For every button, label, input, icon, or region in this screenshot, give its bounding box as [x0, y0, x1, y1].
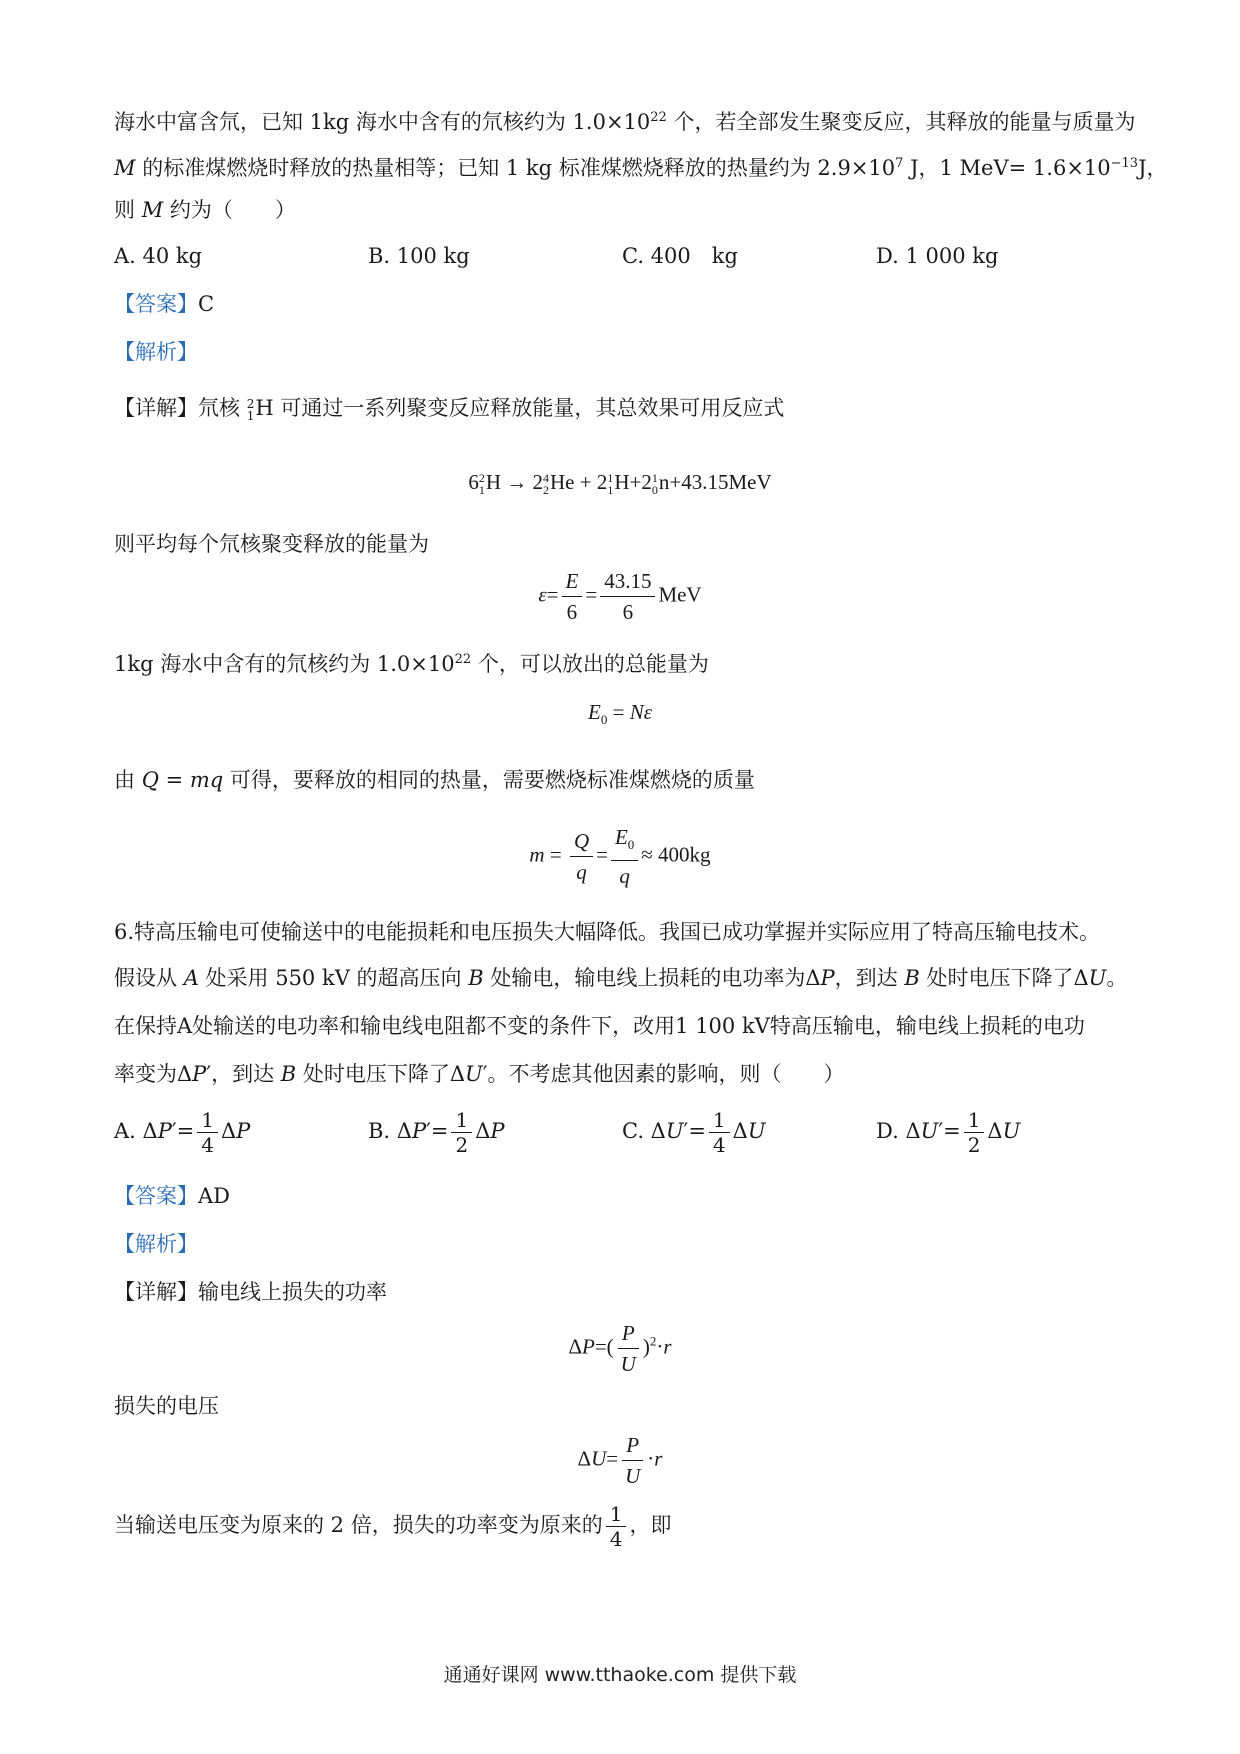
q6-voltage-equation: ΔU= $\frac{P}{U}$ ·r	[0, 1430, 1240, 1491]
q6-line1: 6.特高压输电可使输送中的电能损耗和电压损失大幅降低。我国已成功掌握并实际应用了特高压输电技术。	[114, 920, 1101, 944]
q6-answer	[114, 1182, 230, 1210]
q6-line4: 率变为ΔP′，到达 B 处时电压下降了ΔU′。不考虑其他因素的影响，则（ ）	[114, 1062, 845, 1086]
q6-text-voltage: 损失的电压	[114, 1394, 219, 1418]
q6-line2: 假设从 A 处采用 550 kV 的超高压向 B 处输电，输电线上损耗的电功率为ΔP，到达 B 处时电压下降了ΔU。	[114, 966, 1128, 990]
answer-value: C	[198, 292, 215, 316]
q5-text-average: 则平均每个氘核聚变释放的能量为	[114, 532, 429, 556]
q6-option-a: A. ΔP′= $\frac{1}{4}$ ΔP	[114, 1108, 251, 1157]
answer-value: AD	[198, 1184, 231, 1208]
q5-analysis-label: 【解析】	[114, 340, 198, 364]
q6-option-c: C. ΔU′= $\frac{1}{4}$ ΔU	[622, 1108, 766, 1157]
q6-option-d: D. ΔU′= $\frac{1}{2}$ ΔU	[876, 1108, 1021, 1157]
q5-e0-equation: $E_0 = N\varepsilon$	[588, 700, 652, 728]
footer-watermark: 通通好课网 www.tthaoke.com 提供下载	[443, 1664, 797, 1686]
q5-line2: M 的标准煤燃烧时释放的热量相等；已知 1 kg 标准煤燃烧释放的热量约为 $2.9\times 10^7$ J，1 $MeV= 1.6\times 10^{-13}J$，	[114, 156, 1168, 180]
q5-epsilon-equation: ε= $\frac{E}{6}$ = $\frac{43.15}{6}$ MeV	[0, 566, 1240, 627]
detail-label: 【详解】	[114, 1280, 198, 1304]
q5-m-equation: m = $\frac{Q}{q}$ = $\frac{E_0}{q}$ ≈ 400kg	[0, 822, 1240, 891]
q5-reaction-equation: 6 2 1 H → 2 4 2 He + 2 1 1 H+2 1 0 n+43.15MeV	[468, 470, 772, 498]
q6-power-equation: ΔP=( $\frac{P}{U}$ )$^2$·r	[0, 1318, 1240, 1379]
q5-option-c: C. 400 kg	[622, 244, 738, 268]
q6-analysis-label: 【解析】	[114, 1232, 198, 1256]
q6-detail: 【详解】输电线上损失的功率	[114, 1280, 387, 1304]
q5-text-total: 1kg 海水中含有的氘核约为 $1.0\times 10^{22}$ 个，可以放出的总能量为	[114, 652, 709, 676]
answer-label: 【答案】	[114, 292, 198, 316]
q6-option-b: B. ΔP′= $\frac{1}{2}$ ΔP	[368, 1108, 505, 1157]
q5-detail: 【详解】氘核 2 1 H 可通过一系列聚变反应释放能量，其总效果可用反应式	[114, 396, 785, 423]
q5-text-q: 由 Q = mq 可得，要释放的相同的热量，需要燃烧标准煤燃烧的质量	[114, 768, 755, 792]
q5-line3: 则 M 约为（ ）	[114, 198, 296, 222]
q6-text-last: 当输送电压变为原来的 2 倍，损失的功率变为原来的 $\frac{1}{4}$ ，即	[114, 1502, 672, 1551]
q5-option-b: B. 100 kg	[368, 244, 470, 268]
q5-option-d: D. 1 000 kg	[876, 244, 999, 268]
q6-line3: 在保持A处输送的电功率和输电线电阻都不变的条件下，改用1 100 kV特高压输电，输电线上损耗的电功	[114, 1014, 1085, 1038]
q5-option-a: A. 40 kg	[114, 244, 203, 268]
q5-line1: 海水中富含氘，已知 1kg 海水中含有的氘核约为 $1.0\times 10^{22}$ 个，若全部发生聚变反应，其释放的能量与质量为	[114, 110, 1136, 134]
detail-label: 【详解】	[114, 396, 198, 420]
answer-label: 【答案】	[114, 1184, 198, 1208]
q5-answer	[114, 290, 214, 318]
